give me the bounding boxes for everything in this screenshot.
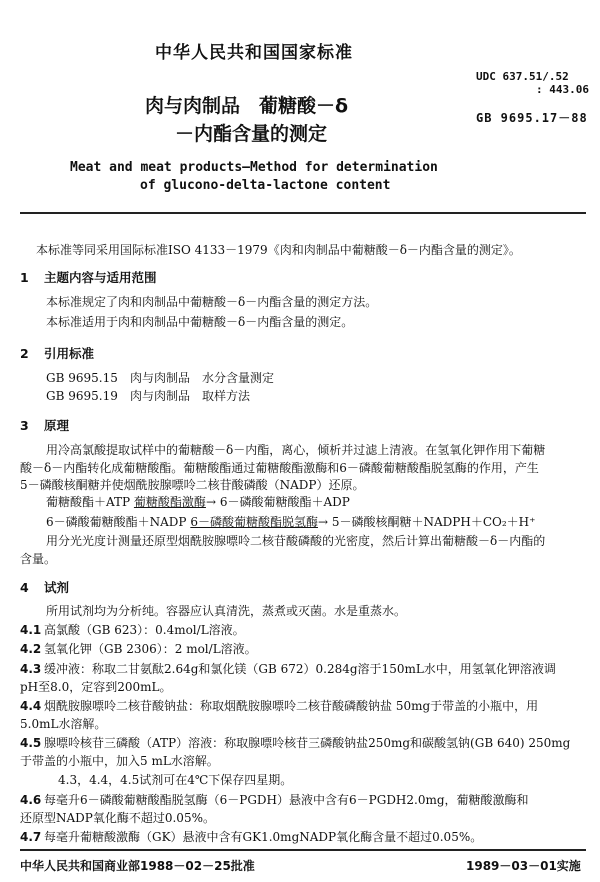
s3-line1: 用冷高氯酸提取试样中的葡糖酸－δ－内酯，离心，倾析并过滤上清液。在氢氧化钾作用下葡糖: [46, 443, 546, 457]
reagent-text: 腺嘌呤核苷三磷酸（ATP）溶液：称取腺嘌呤核苷三磷酸钠盐250mg和碳酸氢钠(GB 640) 250mg: [44, 736, 571, 750]
reagent-4-2: [20, 641, 257, 657]
udc-code: [476, 70, 589, 96]
reagent-4-6-cont: 还原型NADP氧化酶不超过0.05%。: [20, 811, 215, 825]
reagent-4-3: [20, 661, 556, 677]
section-1-heading: [20, 268, 157, 286]
reagent-text: 烟酰胺腺嘌呤二核苷酸钠盐：称取烟酰胺腺嘌呤二核苷酸磷酸钠盐 50mg于带盖的小瓶中，用: [44, 699, 539, 713]
reagent-4-4: [20, 698, 538, 714]
section-2-title: 引用标准: [44, 346, 95, 361]
section-4-title: 试剂: [44, 580, 70, 595]
reagent-4-3-cont: pH至8.0，定容到200mL。: [20, 680, 172, 694]
reagent-4-4-cont: 5.0mL水溶解。: [20, 717, 107, 731]
reagent-text: 每毫升葡糖酸激酶（GK）悬液中含有GK1.0mgNADP氧化酶含量不超过0.05%。: [44, 830, 483, 844]
approval-date: 中华人民共和国商业部1988－02－25批准: [20, 859, 255, 873]
section-3-title: 原理: [44, 418, 70, 433]
intro-text: 本标准等同采用国际标准ISO 4133－1979《肉和肉制品中葡糖酸－δ－内酯含量的测定》。: [36, 243, 521, 257]
ref-code: GB 9695.19: [46, 389, 118, 403]
ref-item: [46, 388, 250, 404]
title-en-line1: Meat and meat products—Method for determination: [70, 160, 438, 175]
title-cn-line2: －内酯含量的测定: [175, 123, 328, 145]
eq2-reactants: 6－磷酸葡糖酸酯＋NADP: [46, 515, 187, 529]
reagent-4-5-cont: 于带盖的小瓶中，加入5 mL水溶解。: [20, 754, 219, 768]
reagent-4-7: [20, 829, 482, 845]
reaction-equation-2: [46, 514, 535, 530]
section-1-number: 1: [20, 270, 29, 285]
eq1-enzyme-arrow: 葡糖酸酯激酶: [133, 495, 206, 509]
s1-line1: 本标准规定了肉和肉制品中葡糖酸－δ－内酯含量的测定方法。: [46, 295, 378, 309]
section-1-title: 主题内容与适用范围: [44, 270, 157, 285]
arrow-icon: →: [317, 515, 329, 529]
title-cn-line1: 肉与肉制品 葡糖酸－δ: [145, 95, 349, 117]
reagent-text: 缓冲液：称取二甘氨酞2.64g和氯化镁（GB 672）0.284g溶于150mL水中，用氢氧化钾溶液调: [44, 662, 556, 676]
section-4-number: 4: [20, 580, 29, 595]
section-4-heading: [20, 578, 69, 596]
standard-header: 中华人民共和国国家标准: [155, 43, 353, 63]
ref-item: [46, 370, 274, 386]
section-2-heading: [20, 344, 94, 362]
reagent-number: 4.7: [20, 830, 42, 844]
top-rule: [20, 212, 586, 214]
effective-date: 1989－03－01实施: [466, 859, 581, 873]
s4-intro: 所用试剂均为分析纯。容器应认真清洗，蒸煮或灭菌。水是重蒸水。: [46, 604, 407, 618]
gb-code: GB 9695.17－88: [476, 111, 588, 125]
title-en-line2: of glucono-delta-lactone content: [140, 178, 391, 193]
reagent-number: 4.1: [20, 623, 42, 637]
eq1-reactants: 葡糖酸酯＋ATP: [46, 495, 131, 509]
arrow-icon: →: [205, 495, 216, 509]
s3-line4: 用分光光度计测量还原型烟酰胺腺嘌呤二核苷酸磷酸的光密度，然后计算出葡糖酸－δ－内酯的: [46, 534, 546, 548]
section-3-heading: [20, 416, 69, 434]
reagent-text: 每毫升6－磷酸葡糖酸酯脱氢酶（6－PGDH）悬液中含有6－PGDH2.0mg，葡糖酸激酶和: [44, 793, 529, 807]
ref-code: GB 9695.15: [46, 371, 118, 385]
reagent-text: 氢氧化钾（GB 2306）：2 mol/L溶液。: [44, 642, 257, 656]
udc-line2: : 443.06: [536, 83, 589, 96]
s3-line5: 含量。: [20, 552, 57, 566]
section-3-number: 3: [20, 418, 29, 433]
reagent-4-5: [20, 735, 570, 751]
udc-line1: UDC 637.51/.52: [476, 70, 569, 83]
bottom-rule: [20, 849, 586, 851]
eq2-products: 5－磷酸核酮糖＋NADPH＋CO₂＋H⁺: [331, 515, 536, 529]
s3-line3: 5－磷酸核酮糖并使烟酰胺腺嘌呤二核苷酸磷酸（NADP）还原。: [20, 478, 365, 492]
s1-line2: 本标准适用于肉和肉制品中葡糖酸－δ－内酯含量的测定。: [46, 315, 354, 329]
reagent-number: 4.6: [20, 793, 42, 807]
reaction-equation-1: [46, 494, 350, 510]
storage-note: 4.3，4.4，4.5试剂可在4℃下保存四星期。: [58, 773, 293, 787]
reagent-4-1: [20, 622, 245, 638]
reagent-4-6: [20, 792, 529, 808]
eq2-enzyme-arrow: 6－磷酸葡糖酸酯脱氢酶: [190, 515, 318, 529]
eq1-products: 6－磷酸葡糖酸酯＋ADP: [219, 495, 350, 509]
ref-name: 肉与肉制品 水分含量测定: [130, 371, 275, 385]
reagent-number: 4.4: [20, 699, 42, 713]
reagent-number: 4.2: [20, 642, 42, 656]
s3-line2: 酸－δ－内酯转化成葡糖酸酯。葡糖酸酯通过葡糖酸酯激酶和6－磷酸葡糖酸酯脱氢酶的作用，产生: [20, 461, 539, 475]
reagent-number: 4.5: [20, 736, 42, 750]
ref-name: 肉与肉制品 取样方法: [130, 389, 251, 403]
reagent-text: 高氯酸（GB 623）：0.4mol/L溶液。: [44, 623, 245, 637]
reagent-number: 4.3: [20, 662, 42, 676]
section-2-number: 2: [20, 346, 29, 361]
